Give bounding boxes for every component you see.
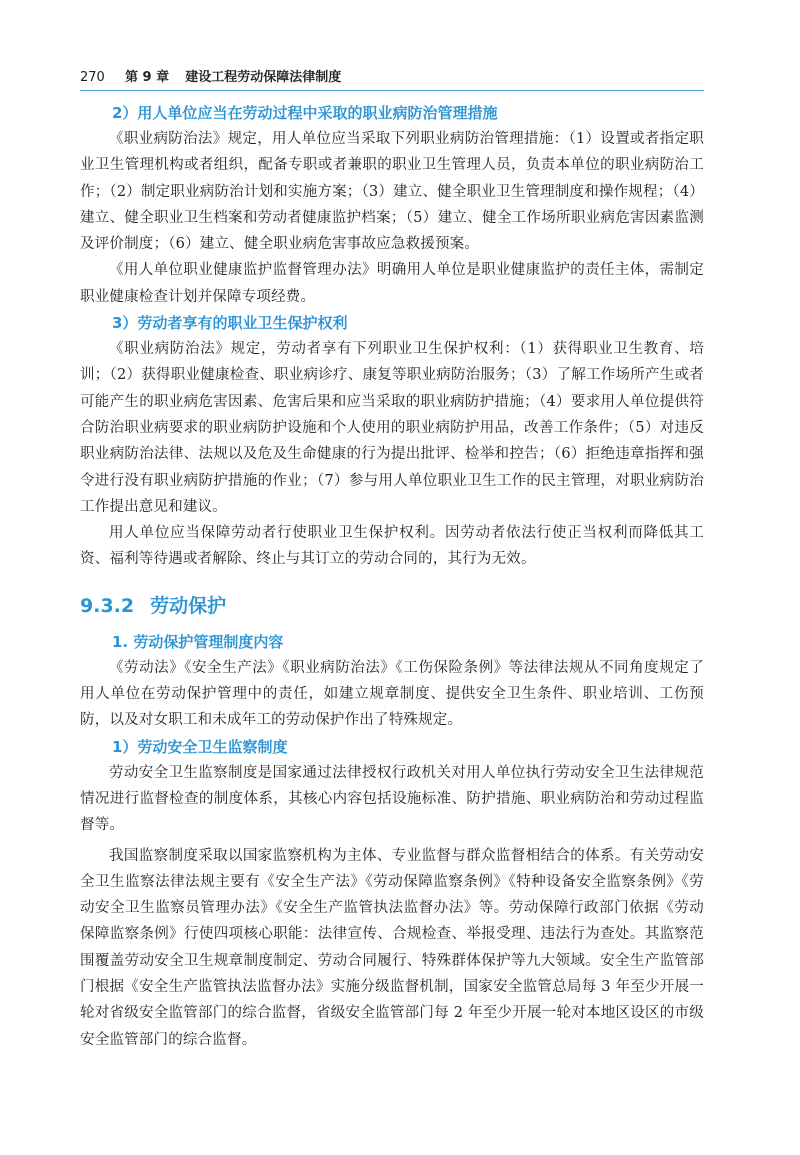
subheading-protection-system: 1. 劳动保护管理制度内容 <box>112 632 284 651</box>
paragraph: 《职业病防治法》规定，用人单位应当采取下列职业病防治管理措施：（1）设置或者指定职业卫生管理机构或者组织，配备专职或者兼职的职业卫生管理人员，负责本单位的职业病防治工作；（2）制定职业病防治计划和实施方案；（3）建立、健全职业卫生管理制度和操作规程；（4）建立、健全职业卫生档案和劳动者健康监护档案；（5）建立、健全工作场所职业病危害因素监测及评价制度；（6）建立、健全职业病危害事故应急救援预案。 <box>80 131 704 253</box>
paragraph: 劳动安全卫生监察制度是国家通过法律授权行政机关对用人单位执行劳动安全卫生法律规范情况进行监督检查的制度体系，其核心内容包括设施标准、防护措施、职业病防治和劳动过程监督等。 <box>80 764 704 834</box>
chapter-label: 第 9 章 <box>124 70 170 85</box>
page-body <box>80 100 704 1053</box>
paragraph: 用人单位应当保障劳动者行使职业卫生保护权利。因劳动者依法行使正当权利而降低其工资、福利等待遇或者解除、终止与其订立的劳动合同的，其行为无效。 <box>80 525 704 568</box>
section-heading <box>80 591 704 621</box>
running-header <box>80 66 704 91</box>
paragraph: 《劳动法》《安全生产法》《职业病防治法》《工伤保险条例》等法律法规从不同角度规定了用人单位在劳动保护管理中的责任，如建立规章制度、提供安全卫生条件、职业培训、工伤预防，以及对女职工和未成年工的劳动保护作出了特殊规定。 <box>80 659 704 729</box>
subheading-worker-rights: 3）劳动者享有的职业卫生保护权利 <box>112 314 348 333</box>
section-title: 劳动保护 <box>150 594 227 617</box>
paragraph: 我国监察制度采取以国家监察机构为主体、专业监督与群众监督相结合的体系。有关劳动安全卫生监察法律法规主要有《安全生产法》《劳动保障监察条例》《特种设备安全监察条例》《劳动安全卫生监察员管理办法》《安全生产监管执法监督办法》等。劳动保障行政部门依据《劳动保障监察条例》行使四项核心职能：法律宣传、合规检查、举报受理、违法行为查处。其监察范围覆盖劳动安全卫生规章制度制定、劳动合同履行、特殊群体保护等九大领域。安全生产监管部门根据《安全生产监管执法监督办法》实施分级监督机制，国家安全监管总局每 3 年至少开展一轮对省级安全监管部门的综合监督，省级安全监管部门每 2 年至少开展一轮对本地区设区的市级安全监管部门的综合监督。 <box>80 847 704 1048</box>
section-number: 9.3.2 <box>80 594 135 617</box>
page-number: 270 <box>80 70 105 85</box>
subheading-management-measures: 2）用人单位应当在劳动过程中采取的职业病防治管理措施 <box>112 104 498 122</box>
chapter-title: 建设工程劳动保障法律制度 <box>185 70 342 85</box>
paragraph: 《职业病防治法》规定，劳动者享有下列职业卫生保护权利：（1）获得职业卫生教育、培训；（2）获得职业健康检查、职业病诊疗、康复等职业病防治服务；（3）了解工作场所产生或者可能产生的职业病危害因素、危害后果和应当采取的职业病防护措施；（4）要求用人单位提供符合防治职业病要求的职业病防护设施和个人使用的职业病防护用品，改善工作条件；（5）对违反职业病防治法律、法规以及危及生命健康的行为提出批评、检举和控告；（6）拒绝违章指挥和强令进行没有职业病防护措施的作业；（7）参与用人单位职业卫生工作的民主管理，对职业病防治工作提出意见和建议。 <box>80 341 704 515</box>
paragraph: 《用人单位职业健康监护监督管理办法》明确用人单位是职业健康监护的责任主体，需制定职业健康检查计划并保障专项经费。 <box>80 262 704 305</box>
subheading-inspection-system: 1）劳动安全卫生监察制度 <box>112 737 288 756</box>
